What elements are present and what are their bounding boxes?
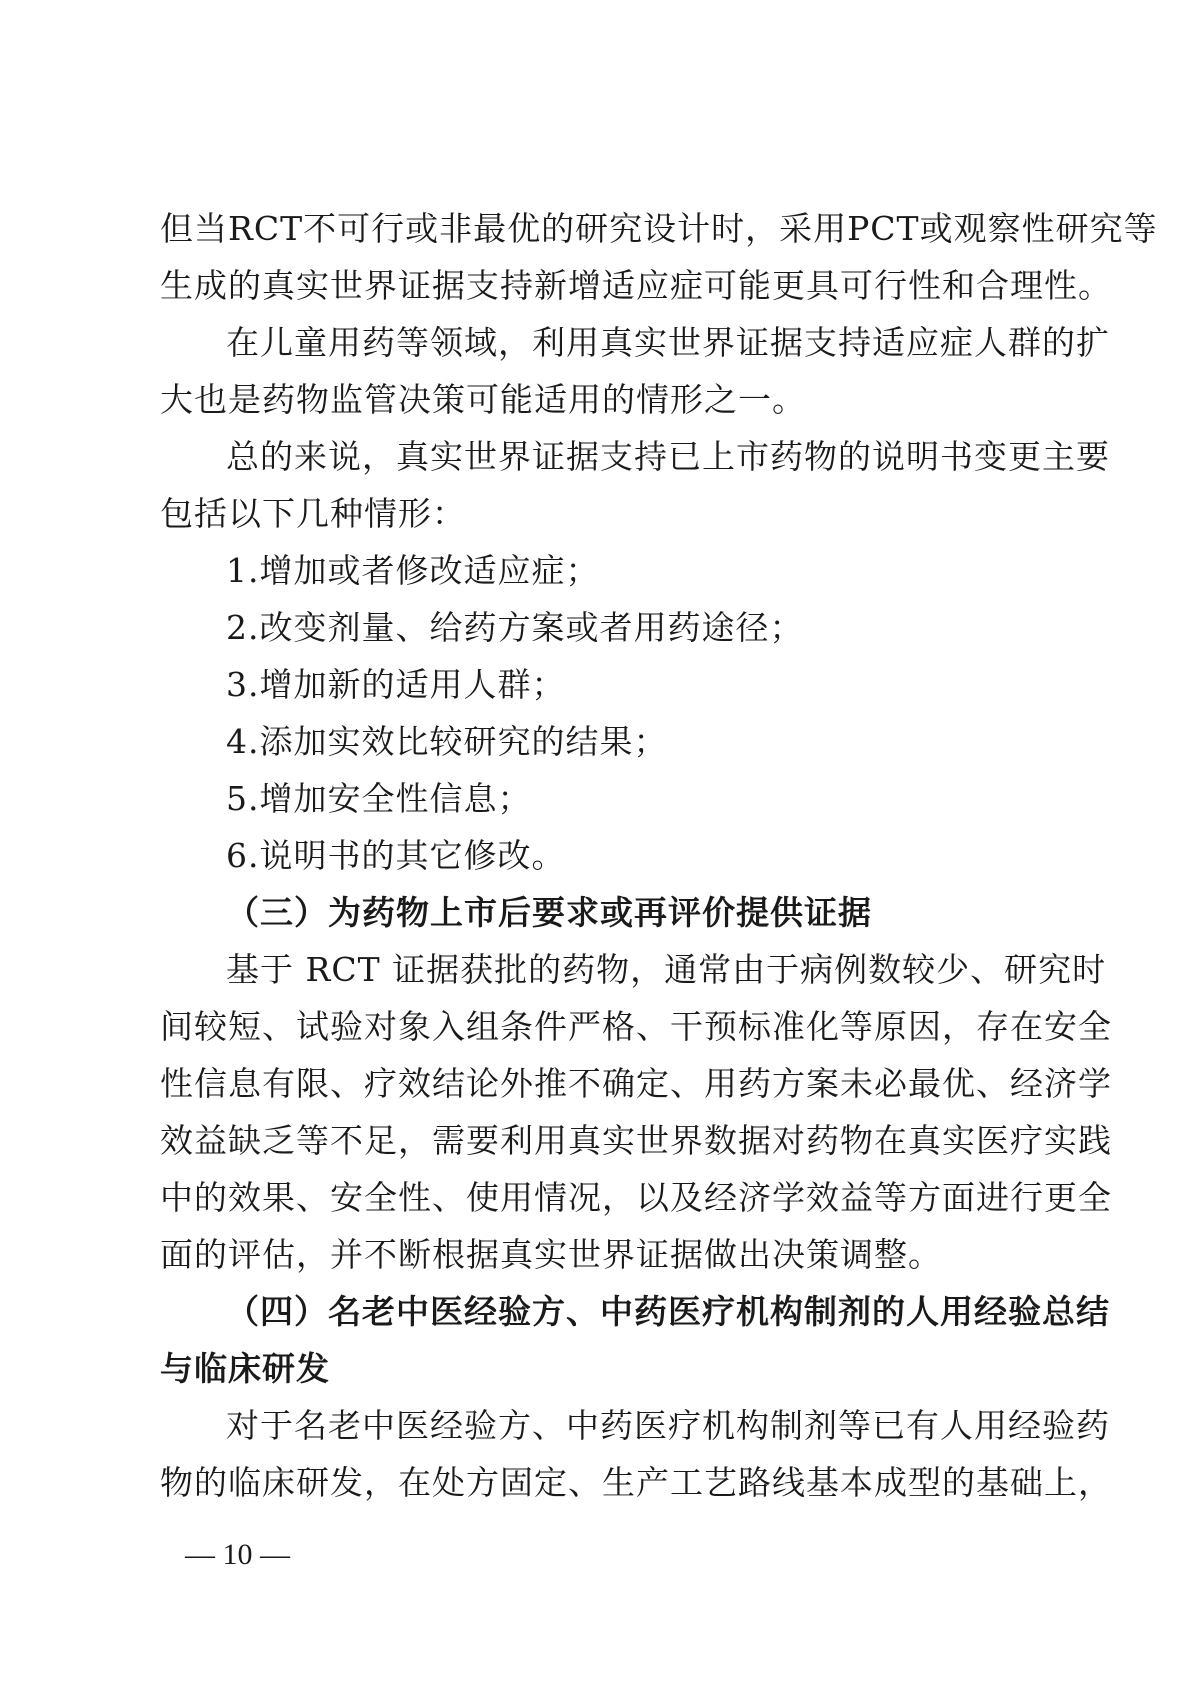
text-line: 间较短、试验对象入组条件严格、干预标准化等原因，存在安全 — [160, 1007, 1112, 1046]
text-line: 对于名老中医经验方、中药医疗机构制剂等已有人用经验药 — [226, 1406, 1110, 1445]
text-line: 但当RCT不可行或非最优的研究设计时，采用PCT或观察性研究等 — [160, 209, 1158, 248]
text-line: 面的评估，并不断根据真实世界证据做出决策调整。 — [160, 1235, 942, 1274]
text-line: 4.添加实效比较研究的结果； — [226, 722, 668, 761]
text-line: 中的效果、安全性、使用情况，以及经济学效益等方面进行更全 — [160, 1178, 1112, 1217]
text-line: 在儿童用药等领域，利用真实世界证据支持适应症人群的扩 — [226, 323, 1110, 362]
text-line: 基于 RCT 证据获批的药物，通常由于病例数较少、研究时 — [226, 950, 1107, 989]
text-line: 与临床研发 — [160, 1349, 330, 1388]
document-body — [160, 200, 1158, 1511]
text-line: 性信息有限、疗效结论外推不确定、用药方案未必最优、经济学 — [160, 1064, 1112, 1103]
text-line: 包括以下几种情形： — [160, 494, 466, 533]
text-line: 1.增加或者修改适应症； — [226, 551, 600, 590]
text-line: 6.说明书的其它修改。 — [226, 836, 566, 875]
text-line: （三）为药物上市后要求或再评价提供证据 — [226, 893, 872, 932]
text-line: 大也是药物监管决策可能适用的情形之一。 — [160, 380, 806, 419]
text-line: （四）名老中医经验方、中药医疗机构制剂的人用经验总结 — [226, 1292, 1110, 1331]
text-line: 2.改变剂量、给药方案或者用药途径； — [226, 608, 804, 647]
text-line: 总的来说，真实世界证据支持已上市药物的说明书变更主要 — [226, 437, 1110, 476]
text-line: 效益缺乏等不足，需要利用真实世界数据对药物在真实医疗实践 — [160, 1121, 1112, 1160]
text-line: 物的临床研发，在处方固定、生产工艺路线基本成型的基础上， — [160, 1463, 1112, 1502]
text-line: 3.增加新的适用人群； — [226, 665, 566, 704]
text-line: 生成的真实世界证据支持新增适应症可能更具可行性和合理性。 — [160, 266, 1112, 305]
page-number: — 10 — — [185, 1538, 290, 1571]
text-line: 5.增加安全性信息； — [226, 779, 532, 818]
